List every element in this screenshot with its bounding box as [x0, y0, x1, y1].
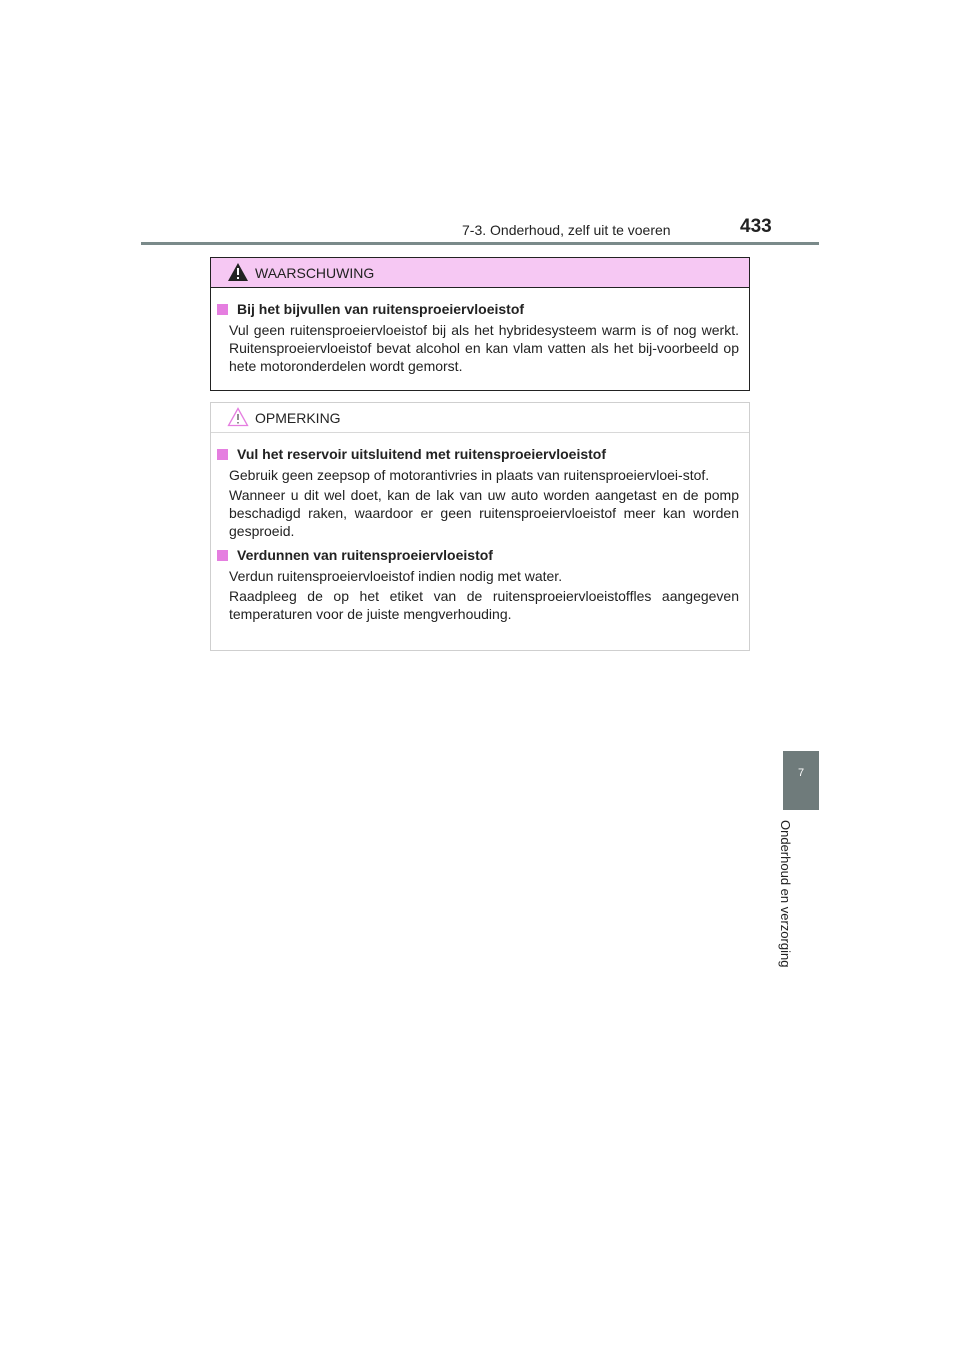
note-item-title: Vul het reservoir uitsluitend met ruitensproeiervloeistof	[217, 445, 739, 464]
note-item-text: Verdun ruitensproeiervloeistof indien nodig met water.	[229, 568, 563, 584]
note-item-title: Verdunnen van ruitensproeiervloeistof	[217, 546, 739, 565]
warning-item-title: Bij het bijvullen van ruitensproeiervloeistof	[217, 300, 739, 319]
square-bullet-icon	[217, 304, 228, 315]
note-header	[211, 403, 749, 433]
caution-triangle-icon	[227, 407, 249, 427]
note-label: OPMERKING	[255, 410, 341, 426]
note-item-text: Gebruik geen zeepsop of motorantivries in plaats van ruitensproeiervloei-stof.	[229, 467, 710, 483]
warning-header	[211, 258, 749, 288]
warning-item-text: Vul geen ruitensproeiervloeistof bij als het hybridesysteem warm is of nog werkt. Ruitensproeiervloeistof bevat alcohol en kan vlam vatten als het bij-voorbeeld op hete motoronderdelen wordt gemorst.	[229, 322, 739, 374]
note-item-text: Raadpleeg de op het etiket van de ruitensproeiervloeistoffles aangegeven temperaturen voor de juiste mengverhouding.	[229, 588, 739, 622]
section-title: 7-3. Onderhoud, zelf uit te voeren	[462, 222, 671, 238]
header-divider	[141, 242, 819, 245]
page-number: 433	[740, 216, 772, 237]
warning-label: WAARSCHUWING	[255, 265, 375, 281]
chapter-tab: 7	[783, 751, 819, 810]
warning-box	[210, 257, 750, 391]
chapter-side-label-text: Onderhoud en verzorging	[778, 820, 793, 968]
square-bullet-icon	[217, 550, 228, 561]
note-box	[210, 402, 750, 651]
chapter-side-label	[773, 820, 829, 990]
warning-triangle-icon	[227, 262, 249, 282]
square-bullet-icon	[217, 449, 228, 460]
note-item-text: Wanneer u dit wel doet, kan de lak van uw auto worden aangetast en de pomp beschadigd raken, waardoor er geen ruitensproeiervloeistof meer kan worden gesproeid.	[229, 487, 739, 539]
note-body	[211, 433, 749, 623]
warning-body	[211, 288, 749, 375]
